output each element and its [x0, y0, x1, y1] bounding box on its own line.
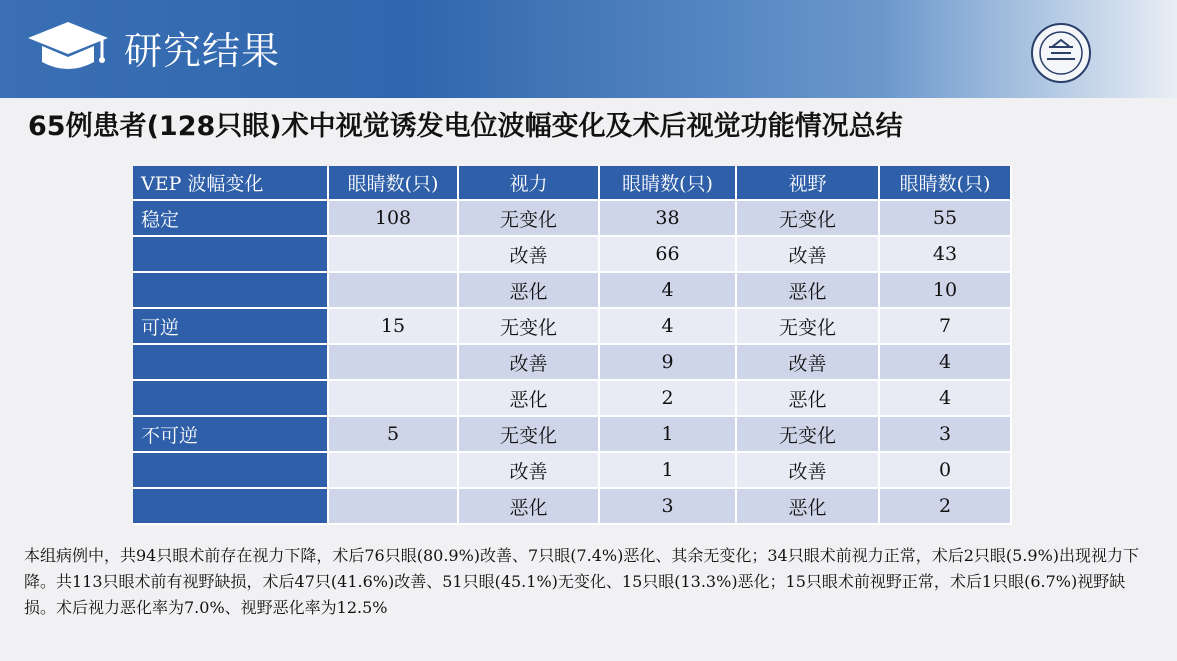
- table-row: [133, 453, 1012, 489]
- acuity-count-cell: 1: [600, 417, 737, 453]
- field-cell: 改善: [737, 237, 880, 273]
- table-row: [133, 237, 1012, 273]
- acuity-cell: 恶化: [459, 489, 600, 525]
- vep-change-cell: [133, 381, 329, 417]
- eye-count-cell: [329, 273, 459, 309]
- table-row: [133, 381, 1012, 417]
- header-acuity-eye-count: 眼睛数(只): [600, 166, 737, 201]
- acuity-cell: 改善: [459, 453, 600, 489]
- field-count-cell: 4: [880, 345, 1012, 381]
- acuity-count-cell: 4: [600, 273, 737, 309]
- vep-change-cell: [133, 345, 329, 381]
- eye-count-cell: 5: [329, 417, 459, 453]
- field-count-cell: 3: [880, 417, 1012, 453]
- field-cell: 无变化: [737, 201, 880, 237]
- table-row: [133, 309, 1012, 345]
- vep-change-cell: [133, 237, 329, 273]
- eye-count-cell: [329, 381, 459, 417]
- acuity-count-cell: 3: [600, 489, 737, 525]
- acuity-count-cell: 66: [600, 237, 737, 273]
- eye-count-cell: [329, 237, 459, 273]
- field-count-cell: 4: [880, 381, 1012, 417]
- table-row: [133, 273, 1012, 309]
- header-eye-count: 眼睛数(只): [329, 166, 459, 201]
- field-cell: 无变化: [737, 417, 880, 453]
- field-cell: 恶化: [737, 273, 880, 309]
- header-visual-field: 视野: [737, 166, 880, 201]
- field-cell: 改善: [737, 345, 880, 381]
- acuity-count-cell: 2: [600, 381, 737, 417]
- vep-summary-table: [133, 166, 1012, 525]
- field-cell: 恶化: [737, 489, 880, 525]
- acuity-count-cell: 1: [600, 453, 737, 489]
- eye-count-cell: 15: [329, 309, 459, 345]
- acuity-cell: 改善: [459, 345, 600, 381]
- eye-count-cell: [329, 453, 459, 489]
- slide-subtitle: 65例患者(128只眼)术中视觉诱发电位波幅变化及术后视觉功能情况总结: [28, 111, 903, 142]
- field-count-cell: 10: [880, 273, 1012, 309]
- field-count-cell: 55: [880, 201, 1012, 237]
- university-seal-icon: [1030, 22, 1092, 84]
- table-header-row: [133, 166, 1012, 201]
- acuity-cell: 恶化: [459, 381, 600, 417]
- eye-count-cell: [329, 489, 459, 525]
- acuity-count-cell: 4: [600, 309, 737, 345]
- acuity-cell: 改善: [459, 237, 600, 273]
- field-count-cell: 7: [880, 309, 1012, 345]
- table-row: [133, 201, 1012, 237]
- field-cell: 改善: [737, 453, 880, 489]
- acuity-cell: 无变化: [459, 417, 600, 453]
- eye-count-cell: [329, 345, 459, 381]
- table-row: [133, 489, 1012, 525]
- field-count-cell: 2: [880, 489, 1012, 525]
- acuity-cell: 无变化: [459, 309, 600, 345]
- acuity-count-cell: 38: [600, 201, 737, 237]
- page-title: 研究结果: [124, 29, 281, 73]
- vep-change-cell: 可逆: [133, 309, 329, 345]
- table-row: [133, 345, 1012, 381]
- header-field-eye-count: 眼睛数(只): [880, 166, 1012, 201]
- summary-note: 本组病例中，共94只眼术前存在视力下降，术后76只眼(80.9%)改善、7只眼(7.4%)恶化、其余无变化；34只眼术前视力正常，术后2只眼(5.9%)出现视力下降。共113只眼术前有视野缺损，术后47只(41.6%)改善、51只眼(45.1%)无变化、15只眼(13.3%)恶化；15只眼术前视野正常，术后1只眼(6.7%)视野缺损。术后视力恶化率为7.0%、视野恶化率为12.5%: [24, 546, 1140, 617]
- eye-count-cell: 108: [329, 201, 459, 237]
- acuity-cell: 恶化: [459, 273, 600, 309]
- header-vep-change: VEP 波幅变化: [133, 166, 329, 201]
- field-cell: 无变化: [737, 309, 880, 345]
- vep-change-cell: [133, 273, 329, 309]
- header-banner: [0, 0, 1177, 98]
- table-row: [133, 417, 1012, 453]
- vep-change-cell: 不可逆: [133, 417, 329, 453]
- header-visual-acuity: 视力: [459, 166, 600, 201]
- graduation-cap-icon: [26, 18, 110, 78]
- field-count-cell: 43: [880, 237, 1012, 273]
- vep-change-cell: [133, 453, 329, 489]
- acuity-count-cell: 9: [600, 345, 737, 381]
- field-count-cell: 0: [880, 453, 1012, 489]
- acuity-cell: 无变化: [459, 201, 600, 237]
- field-cell: 恶化: [737, 381, 880, 417]
- vep-change-cell: 稳定: [133, 201, 329, 237]
- vep-change-cell: [133, 489, 329, 525]
